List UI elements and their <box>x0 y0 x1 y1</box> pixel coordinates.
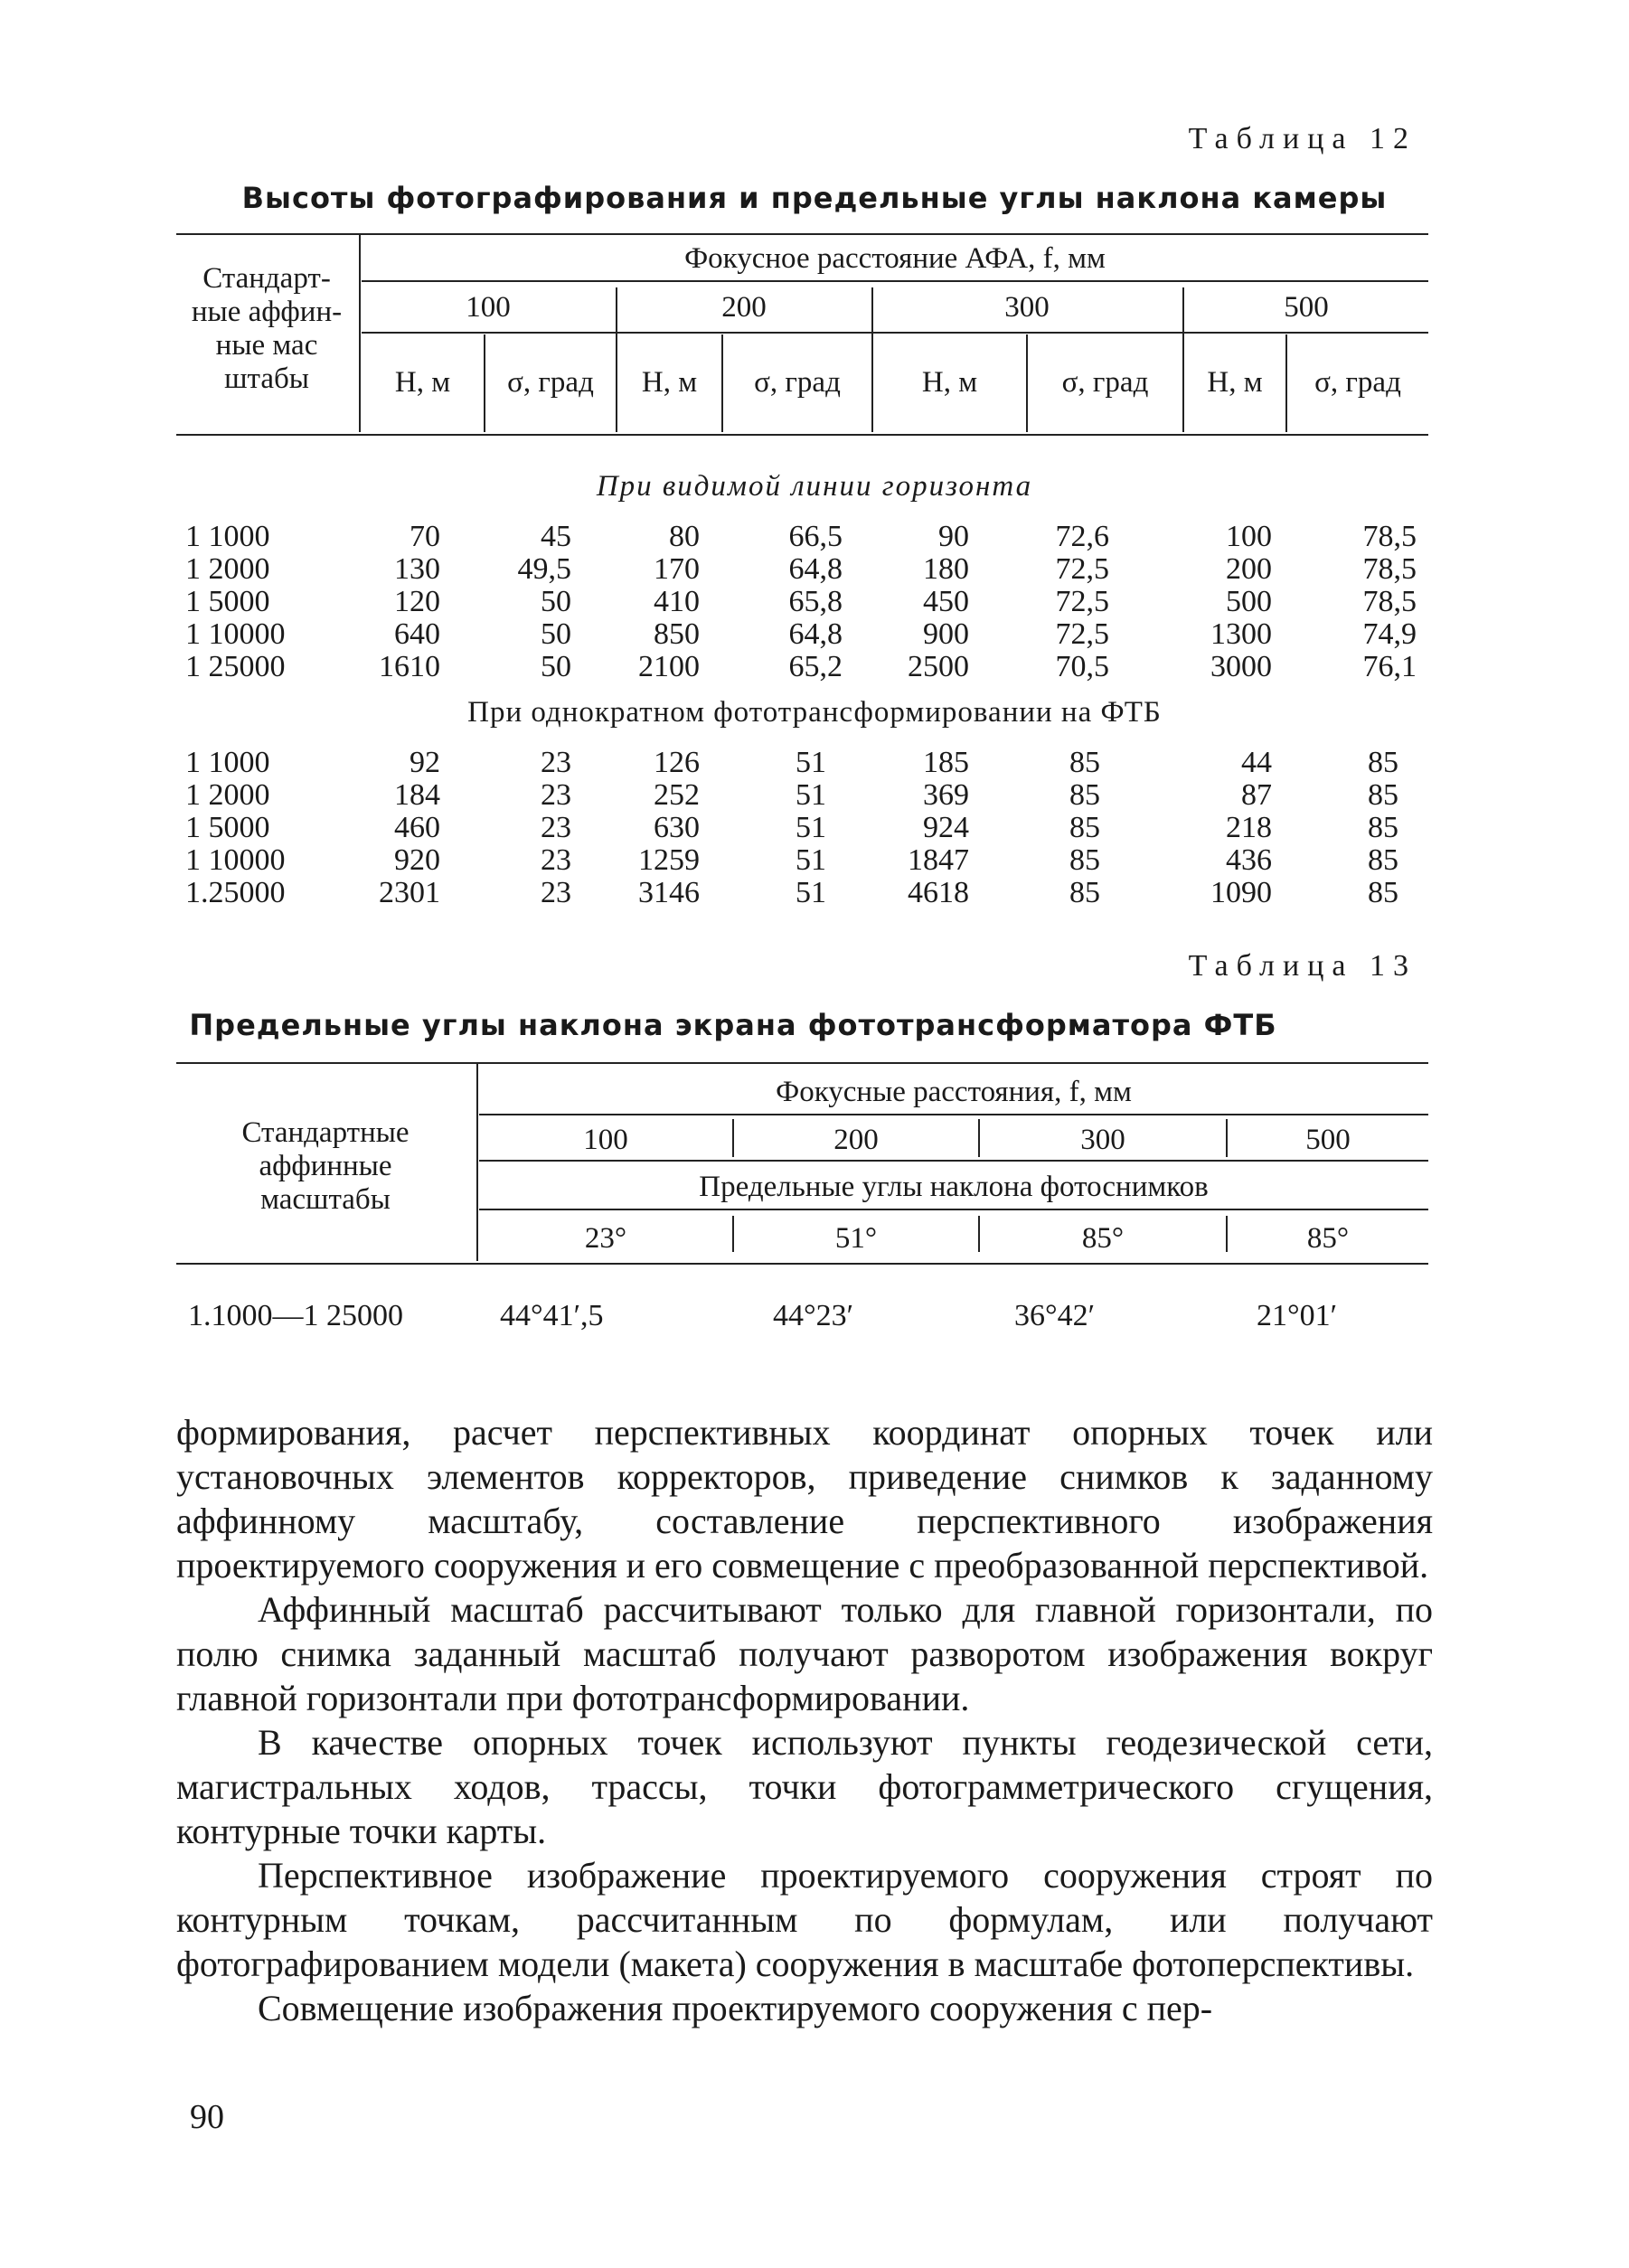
table12-row: 1 1000 92 23 126 51 185 85 44 85 <box>185 746 1398 779</box>
table13-focal-header: Фокусные расстояния, f, мм <box>776 1076 1132 1108</box>
table13-limit-500: 85° <box>1306 1222 1350 1255</box>
table12-focal-values-rule <box>362 332 1428 334</box>
table13-focal-100: 100 <box>583 1124 628 1156</box>
table12-section1-label: При видимой линии горизонта <box>596 470 1033 503</box>
table13-stub-divider <box>476 1062 478 1261</box>
paragraph: Перспективное изображение проектируемого сооружения строят по контурным точкам, рассчитанным по формулам, или получают фотографированием модели (макета) сооружения в масштабе фотоперспективы. <box>176 1855 1433 1984</box>
table13-group-divider <box>978 1216 980 1252</box>
table13-caption: Таблица 13 <box>1188 949 1417 983</box>
table12-col-sigma: σ, град <box>754 366 841 399</box>
table13-group-divider <box>732 1119 734 1157</box>
table12-stub-header: Стандарт- ные аффин- ные мас штабы <box>191 262 343 395</box>
paragraph: формирования, расчет перспективных координат опорных точек или установочных элементов корректоров, приведение снимков к заданному аффинному масштабу, составление перспективного изображения проектируемого сооружения и его совмещение с преобразованной перспективой. <box>176 1412 1433 1586</box>
table12-group-divider <box>1182 287 1184 432</box>
table12-focal-100: 100 <box>466 291 511 324</box>
table13-focal-values-rule <box>479 1160 1428 1162</box>
table13-title: Предельные углы наклона экрана фототрансформатора ФТБ <box>189 1008 1277 1042</box>
table12-row: 1 10000 920 23 1259 51 1847 85 436 85 <box>185 843 1398 877</box>
table13-focal-300: 300 <box>1080 1124 1125 1156</box>
table12-focal-200: 200 <box>721 291 767 324</box>
paragraph: Совмещение изображения проектируемого сооружения с пер- <box>258 1988 1213 2028</box>
paragraph: В качестве опорных точек используют пункты геодезической сети, магистральных ходов, трассы, точки фотограмметрического сгущения, контурные точки карты. <box>176 1722 1433 1851</box>
table12-col-sigma: σ, град <box>507 366 594 399</box>
table12-stub-divider <box>359 233 361 432</box>
table12-row: 1 25000 1610 50 2100 65,2 2500 70,5 3000 76,1 <box>185 650 1417 683</box>
table12-row: 1.25000 2301 23 3146 51 4618 85 1090 85 <box>185 876 1398 909</box>
table13-limit-100: 23° <box>584 1222 627 1255</box>
table12-row: 1 5000 460 23 630 51 924 85 218 85 <box>185 811 1398 844</box>
table13-limit-rule <box>479 1209 1428 1210</box>
table12-row: 1 5000 120 50 410 65,8 450 72,5 500 78,5 <box>185 585 1417 618</box>
table13-stub-header: Стандартные аффинные масштабы <box>241 1116 410 1216</box>
paragraph: Аффинный масштаб рассчитывают только для главной горизонтали, по полю снимка заданный масштаб получают разворотом изображения вокруг главной горизонтали при фототрансформировании. <box>176 1589 1433 1718</box>
table12-col-h: Н, м <box>394 366 451 399</box>
table12-col-h: Н, м <box>921 366 978 399</box>
table12-group-divider <box>616 287 617 432</box>
table12-col-sigma: σ, град <box>1061 366 1149 399</box>
table13-group-divider <box>978 1119 980 1157</box>
table12-section2-label: При однократном фототрансформировании на ФТБ <box>467 696 1162 729</box>
table12-row: 1 2000 184 23 252 51 369 85 87 85 <box>185 778 1398 812</box>
table13-limit-300: 85° <box>1081 1222 1125 1255</box>
table12-focal-rule <box>362 280 1428 282</box>
page-number: 90 <box>190 2098 224 2136</box>
table13-limit-200: 51° <box>834 1222 878 1255</box>
body-text <box>176 1410 1433 2030</box>
table12-col-h: Н, м <box>641 366 698 399</box>
table13-limit-header: Предельные углы наклона фотоснимков <box>699 1171 1209 1203</box>
table12-group-divider <box>871 287 873 432</box>
table12-title: Высоты фотографирования и предельные углы наклона камеры <box>241 181 1388 215</box>
table12-row: 1 2000 130 49,5 170 64,8 180 72,5 200 78,5 <box>185 552 1417 586</box>
table13-focal-rule <box>479 1114 1428 1115</box>
table12-row: 1 1000 70 45 80 66,5 90 72,6 100 78,5 <box>185 520 1417 553</box>
table12-caption: Таблица 12 <box>1188 122 1417 155</box>
table12-row: 1 10000 640 50 850 64,8 900 72,5 1300 74,9 <box>185 617 1417 651</box>
table12-top-rule <box>176 233 1428 235</box>
table13-row: 1.1000—1 25000 44°41′,5 44°23′ 36°42′ 21°01′ <box>188 1299 1338 1332</box>
table13-group-divider <box>1226 1216 1228 1252</box>
table12-focal-500: 500 <box>1284 291 1329 324</box>
table12-header-bottom-rule <box>176 434 1428 436</box>
table12-col-sigma: σ, град <box>1314 366 1401 399</box>
table13-group-divider <box>732 1216 734 1252</box>
table12-col-h: Н, м <box>1207 366 1263 399</box>
table13-top-rule <box>176 1062 1428 1064</box>
table12-focal-300: 300 <box>1004 291 1050 324</box>
table13-focal-200: 200 <box>833 1124 879 1156</box>
table12-focal-header: Фокусное расстояние АФА, f, мм <box>684 242 1106 275</box>
table13-group-divider <box>1226 1119 1228 1157</box>
table13-header-bottom-rule <box>176 1263 1428 1265</box>
table13-focal-500: 500 <box>1305 1124 1351 1156</box>
